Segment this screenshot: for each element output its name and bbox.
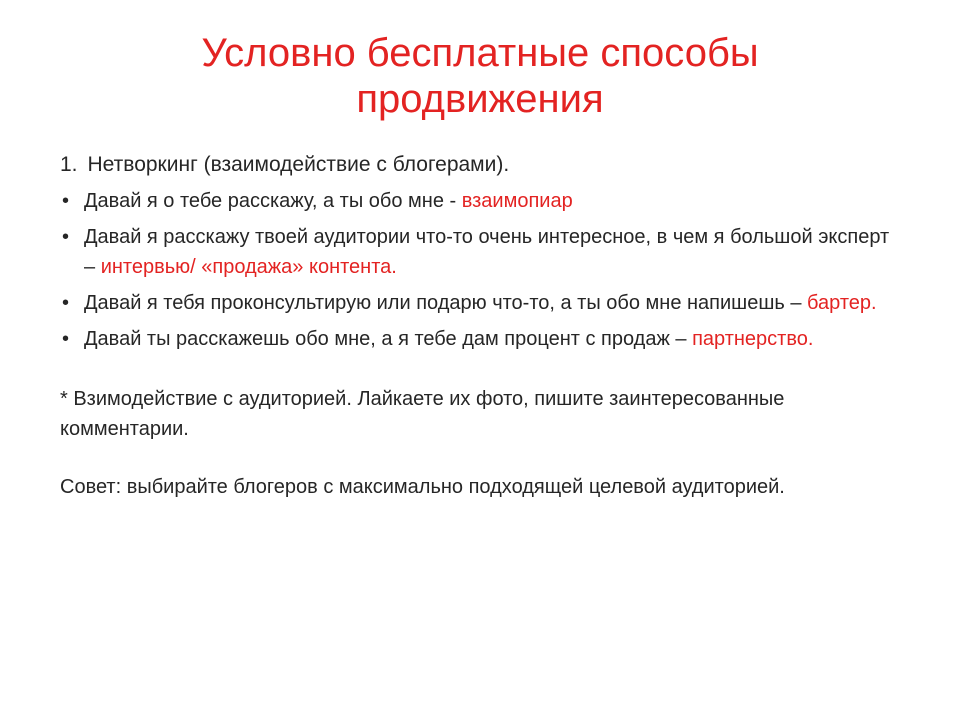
bullet-item-mutual-pr <box>60 186 900 216</box>
bullet-item-interview <box>60 222 900 282</box>
slide-title-line-2: продвижения <box>356 77 604 121</box>
bullet-text: Давай я тебя проконсультирую или подарю что-то, а ты обо мне напишешь – <box>84 292 808 314</box>
slide-body <box>60 150 900 502</box>
bullet-text: Давай я расскажу твоей аудитории что-то очень интересное, в чем я большой эксперт – <box>84 226 890 278</box>
bullet-item-barter <box>60 288 900 318</box>
bullet-icon: • <box>62 292 70 314</box>
bullet-accent: бартер. <box>807 292 877 314</box>
bullet-icon: • <box>62 190 70 212</box>
numbered-item <box>60 150 900 180</box>
bullet-icon: • <box>62 328 70 350</box>
bullet-item-partnership <box>60 324 900 354</box>
bullet-text: Давай я о тебе расскажу, а ты обо мне - <box>84 190 462 212</box>
bullet-accent: взаимопиар <box>461 190 573 212</box>
bullet-list <box>60 186 900 354</box>
item-text: Нетворкинг (взаимодействие с блогерами). <box>87 153 510 176</box>
bullet-text: Давай ты расскажешь обо мне, а я тебе дам процент с продаж – <box>84 328 693 350</box>
bullet-accent: интервью/ «продажа» контента. <box>100 256 397 278</box>
bullet-icon: • <box>62 226 70 248</box>
slide-title-line-1: Условно бесплатные способы <box>201 31 759 75</box>
audience-note: * Взимодействие с аудиторией. Лайкаете их фото, пишите заинтересованные комментарии. <box>60 388 785 440</box>
item-number: 1. <box>60 153 78 176</box>
bullet-accent: партнерство. <box>692 328 814 350</box>
advice-text: Совет: выбирайте блогеров с максимально подходящей целевой аудиторией. <box>60 476 785 498</box>
slide-title <box>60 30 900 122</box>
